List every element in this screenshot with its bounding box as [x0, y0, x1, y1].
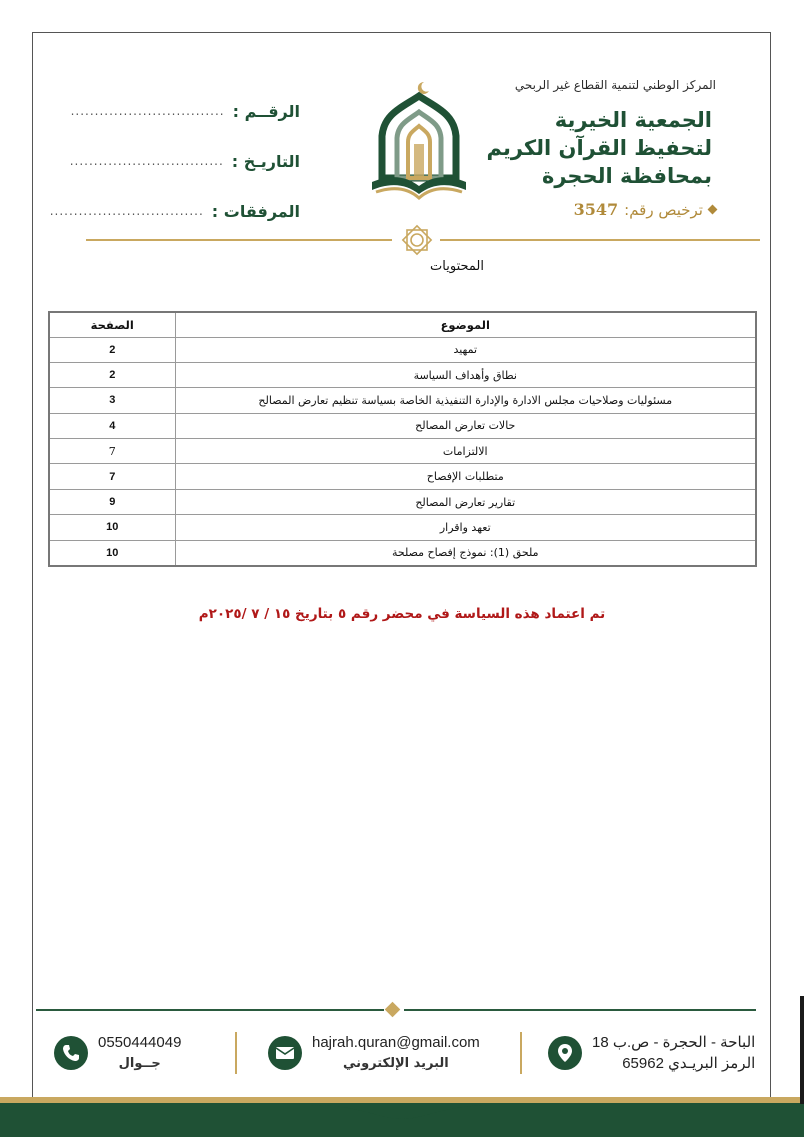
email-contact — [268, 1030, 480, 1076]
topic-cell: تعهد واقرار — [175, 515, 756, 540]
org-name-line-1: الجمعية الخيرية — [554, 108, 712, 132]
address-contact — [548, 1030, 755, 1076]
email-address: hajrah.quran@gmail.com — [312, 1034, 480, 1051]
number-dots: ................................ — [70, 104, 225, 118]
page-cell: 10 — [49, 540, 175, 565]
table-row — [49, 388, 756, 413]
topic-cell: الالتزامات — [175, 439, 756, 464]
page-cell: 2 — [49, 362, 175, 387]
star-ornament-icon — [398, 222, 436, 258]
contents-title: المحتويات — [430, 259, 484, 274]
topic-cell: حالات تعارض المصالح — [175, 413, 756, 438]
page-cell: 7 — [49, 439, 175, 464]
footer-swoop — [0, 1097, 804, 1137]
page-cell: 10 — [49, 515, 175, 540]
header-divider-left — [86, 239, 392, 241]
page-cell: 2 — [49, 337, 175, 362]
attachments-label: المرفقات : — [211, 201, 300, 221]
number-label: الرقــم : — [232, 101, 300, 121]
page-cell: 9 — [49, 489, 175, 514]
table-row — [49, 362, 756, 387]
page-header: الصفحة — [49, 312, 175, 337]
email-label: البريد الإلكتروني — [343, 1056, 449, 1071]
reference-fields — [49, 86, 300, 236]
location-pin-icon — [548, 1036, 582, 1070]
table-header-row — [49, 312, 756, 337]
address-line-2: الرمز البريـدي 65962 — [622, 1055, 756, 1072]
org-name-line-2: لتحفيظ القرآن الكريم — [486, 136, 712, 160]
header-divider-right — [440, 239, 760, 241]
attachments-field — [49, 186, 300, 236]
topic-cell: تمهيد — [175, 337, 756, 362]
topic-cell: ملحق (1): نموذج إفصاح مصلحة — [175, 540, 756, 565]
table-row — [49, 413, 756, 438]
license-number: 3547 — [573, 200, 619, 219]
date-label: التاريـخ : — [231, 151, 300, 171]
footer-separator — [235, 1032, 237, 1074]
page-cell: 3 — [49, 388, 175, 413]
envelope-icon — [268, 1036, 302, 1070]
table-row — [49, 439, 756, 464]
table-row — [49, 540, 756, 565]
table-row — [49, 464, 756, 489]
topic-cell: مسئوليات وصلاحيات مجلس الادارة والإدارة التنفيذية الخاصة بسياسة تنظيم تعارض المصالح — [175, 388, 756, 413]
table-row — [49, 489, 756, 514]
footer-separator — [520, 1032, 522, 1074]
mosque-book-logo-icon — [366, 78, 472, 208]
phone-icon — [54, 1036, 88, 1070]
org-info — [466, 78, 716, 219]
date-dots: ................................ — [69, 154, 224, 168]
attachments-dots: ................................ — [49, 204, 204, 218]
diamond-bullet-icon — [708, 205, 718, 215]
center-name: المركز الوطني لتنمية القطاع غير الربحي — [514, 78, 716, 92]
phone-label: جــوال — [118, 1056, 161, 1071]
edge-mark — [800, 996, 804, 1104]
topic-cell: نطاق وأهداف السياسة — [175, 362, 756, 387]
table-row — [49, 515, 756, 540]
page-cell: 7 — [49, 464, 175, 489]
org-name-line-3: بمحافظة الحجرة — [541, 164, 712, 188]
license-row — [466, 200, 716, 219]
footer-line-right — [404, 1009, 756, 1011]
contents-table — [48, 311, 757, 567]
footer-line-left — [36, 1009, 384, 1011]
topic-header: الموضوع — [175, 312, 756, 337]
approval-note: تم اعتماد هذه السياسة في محضر رقم ٥ بتاريخ ١٥ / ٧ /٢٠٢٥م — [198, 606, 606, 622]
topic-cell: تقارير تعارض المصالح — [175, 489, 756, 514]
page-cell: 4 — [49, 413, 175, 438]
address-line-1: الباحة - الحجرة - ص.ب 18 — [592, 1034, 756, 1051]
number-field — [70, 86, 300, 136]
phone-number: 0550444049 — [98, 1034, 182, 1051]
phone-contact — [54, 1030, 181, 1076]
date-field — [69, 136, 300, 186]
table-row — [49, 337, 756, 362]
topic-cell: متطلبات الإفصاح — [175, 464, 756, 489]
license-label: ترخيص رقم: — [624, 200, 703, 219]
